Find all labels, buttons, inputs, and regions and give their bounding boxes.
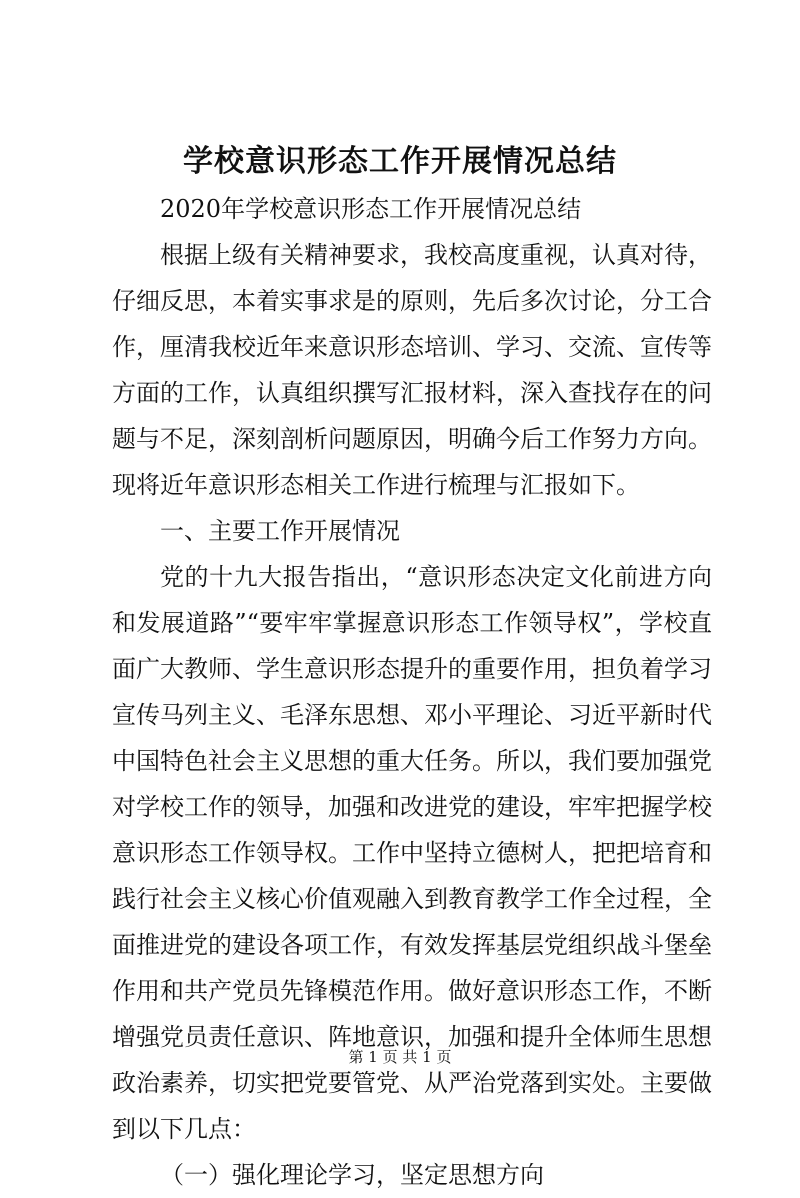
subsection-heading: （一）强化理论学习，坚定思想方向 [160, 1161, 544, 1189]
intro-paragraph: 根据上级有关精神要求，我校高度重视，认真对待，仔细反思，本着实事求是的原则，先后多次讨论，分工合作，厘清我校近年来意识形态培训、学习、交流、宣传等方面的工作，认真组织撰写汇报材料，深入查找存在的问题与不足，深刻剖析问题原因，明确今后工作努力方向。现将近年意识形态相关工作进行梳理与汇报如下。 [112, 241, 712, 499]
subtitle-paragraph: 2020年学校意识形态工作开展情况总结 [160, 195, 582, 223]
page-footer: 第 1 页 共 1 页 [348, 1048, 452, 1066]
section-paragraph: 党的十九大报告指出，“意识形态决定文化前进方向和发展道路”“要牢牢掌握意识形态工作领导权”，学校直面广大教师、学生意识形态提升的重要作用，担负着学习宣传马列主义、毛泽东思想、邓小平理论、习近平新时代中国特色社会主义思想的重大任务。所以，我们要加强党对学校工作的领导，加强和改进党的建设，牢牢把握学校意识形态工作领导权。工作中坚持立德树人，把把培育和践行社会主义核心价值观融入到教育教学工作全过程，全面推进党的建设各项工作，有效发挥基层党组织战斗堡垒作用和共产党员先锋模范作用。做好意识形态工作，不断增强党员责任意识、阵地意识，加强和提升全体师生思想政治素养，切实把党要管党、从严治党落到实处。主要做到以下几点： [112, 563, 712, 1143]
section-heading: 一、主要工作开展情况 [160, 517, 400, 545]
document-title: 学校意识形态工作开展情况总结 [183, 144, 617, 179]
